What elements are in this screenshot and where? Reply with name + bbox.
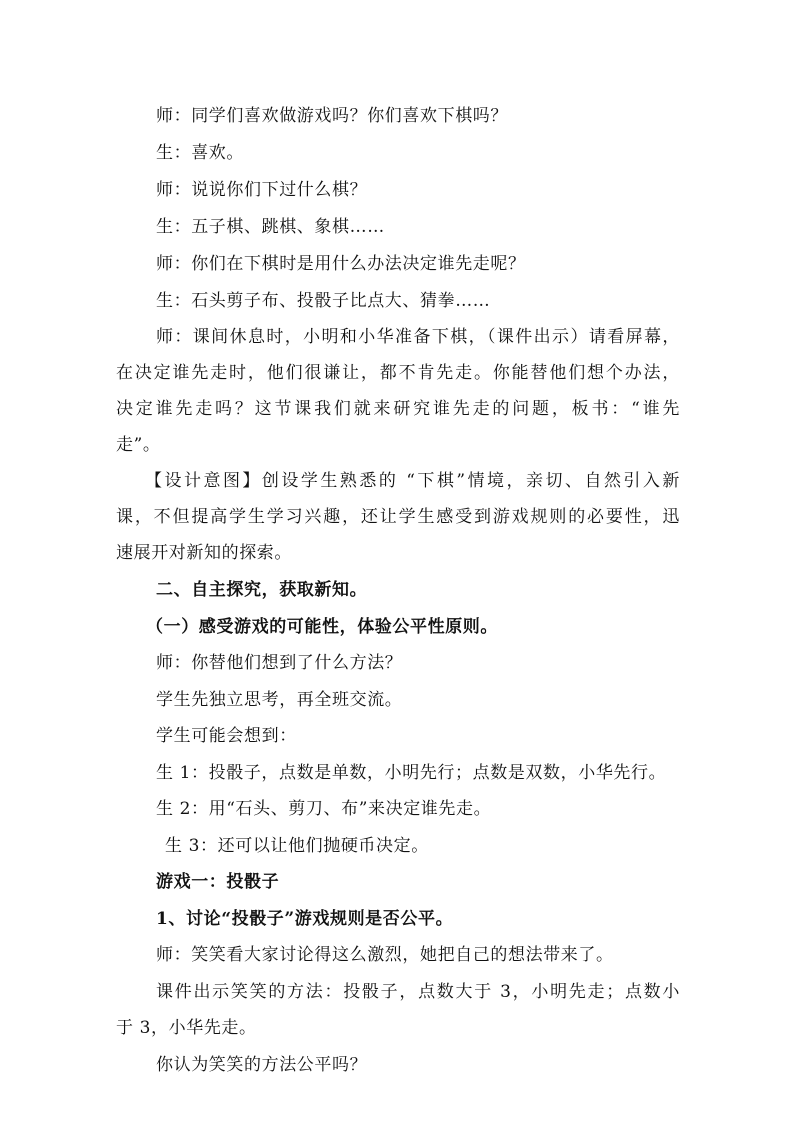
section-heading: 二、自主探究，获取新知。 — [156, 580, 368, 600]
paragraph-line: 学生可能会想到： — [156, 726, 297, 746]
paragraph-line: 学生先独立思考，再全班交流。 — [156, 690, 403, 710]
paragraph-line: 师：你替他们想到了什么方法？ — [156, 653, 403, 673]
paragraph-line: 决定谁先走吗？这节课我们就来研究谁先走的问题，板书：“谁先 — [116, 399, 680, 419]
paragraph-line: 在决定谁先走时，他们很谦让，都不肯先走。你能替他们想个办法， — [116, 363, 680, 383]
paragraph-line: 生 2：用“石头、剪刀、布”来决定谁先走。 — [156, 799, 492, 819]
paragraph-line: 课，不但提高学生学习兴趣，还让学生感受到游戏规则的必要性，迅 — [116, 507, 680, 527]
paragraph-line: 速展开对新知的探索。 — [116, 543, 292, 563]
paragraph-line: 师：课间休息时，小明和小华准备下棋，（课件出示）请看屏幕， — [156, 327, 680, 347]
paragraph-line: 走”。 — [116, 435, 161, 455]
paragraph-line: 师：说说你们下过什么棋？ — [156, 180, 368, 200]
paragraph-line: 师：你们在下棋时是用什么办法决定谁先走呢？ — [156, 254, 526, 274]
subsection-heading: （一）感受游戏的可能性，体验公平性原则。 — [146, 617, 498, 637]
paragraph-line: 生 1：投骰子，点数是单数，小明先行；点数是双数，小华先行。 — [156, 763, 667, 783]
design-intent-line: 【设计意图】创设学生熟悉的 “下棋”情境，亲切、自然引入新 — [145, 471, 680, 491]
paragraph-line: 于 3，小华先走。 — [116, 1018, 257, 1038]
paragraph-line: 课件出示笑笑的方法：投骰子，点数大于 3，小明先走；点数小 — [156, 982, 680, 1002]
paragraph-line: 师：笑笑看大家讨论得这么激烈，她把自己的想法带来了。 — [156, 945, 614, 965]
paragraph-line: 生 3：还可以让他们抛硬币决定。 — [165, 836, 429, 856]
step-heading: 1、讨论“投骰子”游戏规则是否公平。 — [156, 909, 454, 929]
paragraph-line: 生：喜欢。 — [156, 143, 244, 163]
game-heading: 游戏一：投骰子 — [156, 872, 280, 892]
paragraph-line: 师：同学们喜欢做游戏吗？你们喜欢下棋吗？ — [156, 106, 508, 126]
paragraph-line: 生：五子棋、跳棋、象棋…… — [156, 217, 385, 237]
paragraph-line: 生：石头剪子布、投骰子比点大、猜拳…… — [156, 291, 491, 311]
paragraph-line: 你认为笑笑的方法公平吗？ — [156, 1055, 368, 1075]
